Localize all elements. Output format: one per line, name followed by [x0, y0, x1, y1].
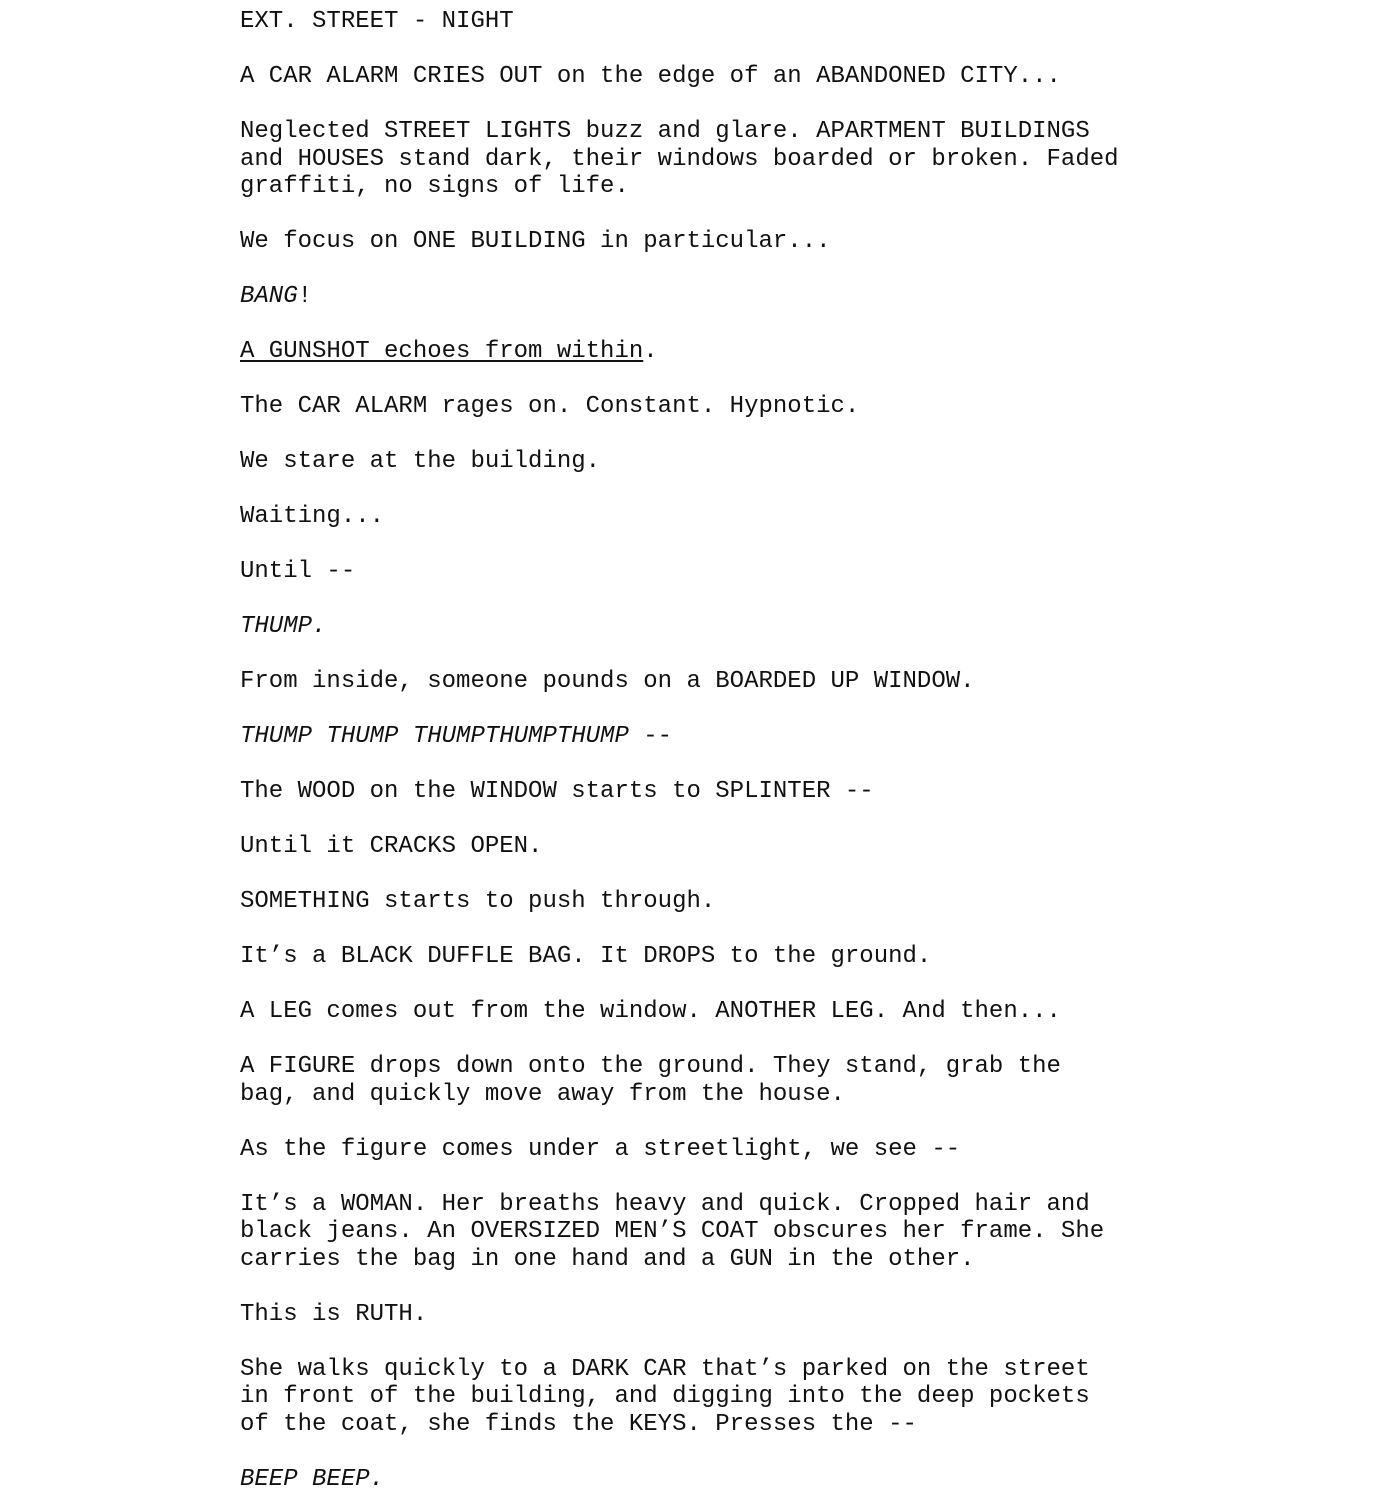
screenplay-paragraph [240, 668, 1360, 696]
paragraph-text: We stare at the building. [240, 448, 601, 475]
screenplay-paragraph [240, 8, 1360, 36]
screenplay-paragraph [240, 503, 1360, 531]
screenplay-paragraph [240, 998, 1360, 1026]
paragraph-text: We focus on ONE BUILDING in particular... [240, 228, 831, 255]
screenplay-paragraph [240, 1301, 1360, 1329]
screenplay-paragraph [240, 1466, 1360, 1494]
paragraph-text: A LEG comes out from the window. ANOTHER LEG. And then... [240, 998, 1061, 1025]
screenplay-paragraph [240, 888, 1360, 916]
paragraph-text: This is RUTH. [240, 1300, 428, 1328]
underlined-text: A GUNSHOT echoes from within [240, 338, 644, 365]
paragraph-text: -- [628, 723, 673, 750]
paragraph-text: From inside, someone pounds on a BOARDED UP WINDOW. [240, 668, 975, 695]
screenplay-paragraph [240, 228, 1360, 256]
screenplay-paragraph [240, 338, 1360, 366]
paragraph-text: As the figure comes under a streetlight, we see -- [240, 1135, 961, 1163]
screenplay-paragraph [240, 1053, 1360, 1108]
paragraph-text: Until it CRACKS OPEN. [240, 833, 543, 860]
screenplay-paragraph [240, 118, 1360, 201]
screenplay-paragraph [240, 63, 1360, 91]
screenplay-page [240, 8, 1360, 1493]
screenplay-paragraph [240, 943, 1360, 971]
screenplay-paragraph [240, 1356, 1360, 1439]
emphasis-text: THUMP. [240, 613, 327, 640]
screenplay-paragraph [240, 393, 1360, 421]
screenplay-paragraph [240, 558, 1360, 586]
screenplay-paragraph [240, 613, 1360, 641]
paragraph-text: A FIGURE drops down onto the ground. They stand, grab the bag, and quickly move away from the house. [240, 1053, 1061, 1108]
paragraph-text: ! [297, 283, 313, 310]
screenplay-paragraph [240, 1136, 1360, 1164]
paragraph-text: Until -- [240, 558, 356, 585]
paragraph-text: Neglected STREET LIGHTS buzz and glare. APARTMENT BUILDINGS and HOUSES stand dark, their windows boarded or broken. Faded graffiti, no signs of life. [240, 118, 1119, 200]
paragraph-text: . [643, 338, 658, 365]
paragraph-text: SOMETHING starts to push through. [240, 888, 716, 915]
screenplay-paragraph [240, 778, 1360, 806]
screenplay-paragraph [240, 833, 1360, 861]
screenplay-paragraph [240, 283, 1360, 311]
screenplay-paragraph [240, 723, 1360, 751]
paragraph-text: A CAR ALARM CRIES OUT on the edge of an ABANDONED CITY... [240, 63, 1061, 90]
paragraph-text: EXT. STREET - NIGHT [240, 8, 514, 35]
emphasis-text: BEEP BEEP. [240, 1465, 385, 1493]
paragraph-text: The WOOD on the WINDOW starts to SPLINTER -- [240, 778, 874, 805]
paragraph-text: It’s a WOMAN. Her breaths heavy and quick. Cropped hair and black jeans. An OVERSIZED MEN’S COAT obscures her frame. She carries the bag in one hand and a GUN in the other. [240, 1190, 1105, 1273]
paragraph-text: It’s a BLACK DUFFLE BAG. It DROPS to the ground. [240, 943, 932, 970]
paragraph-text: Waiting... [240, 503, 385, 530]
emphasis-text: BANG [240, 283, 298, 310]
paragraph-text: She walks quickly to a DARK CAR that’s parked on the street in front of the building, and digging into the deep pockets of the coat, she finds the KEYS. Presses the -- [240, 1355, 1090, 1438]
paragraph-text: The CAR ALARM rages on. Constant. Hypnotic. [240, 393, 860, 420]
screenplay-paragraph [240, 1191, 1360, 1274]
screenplay-paragraph [240, 448, 1360, 476]
emphasis-text: THUMP THUMP THUMPTHUMPTHUMP [240, 723, 629, 750]
